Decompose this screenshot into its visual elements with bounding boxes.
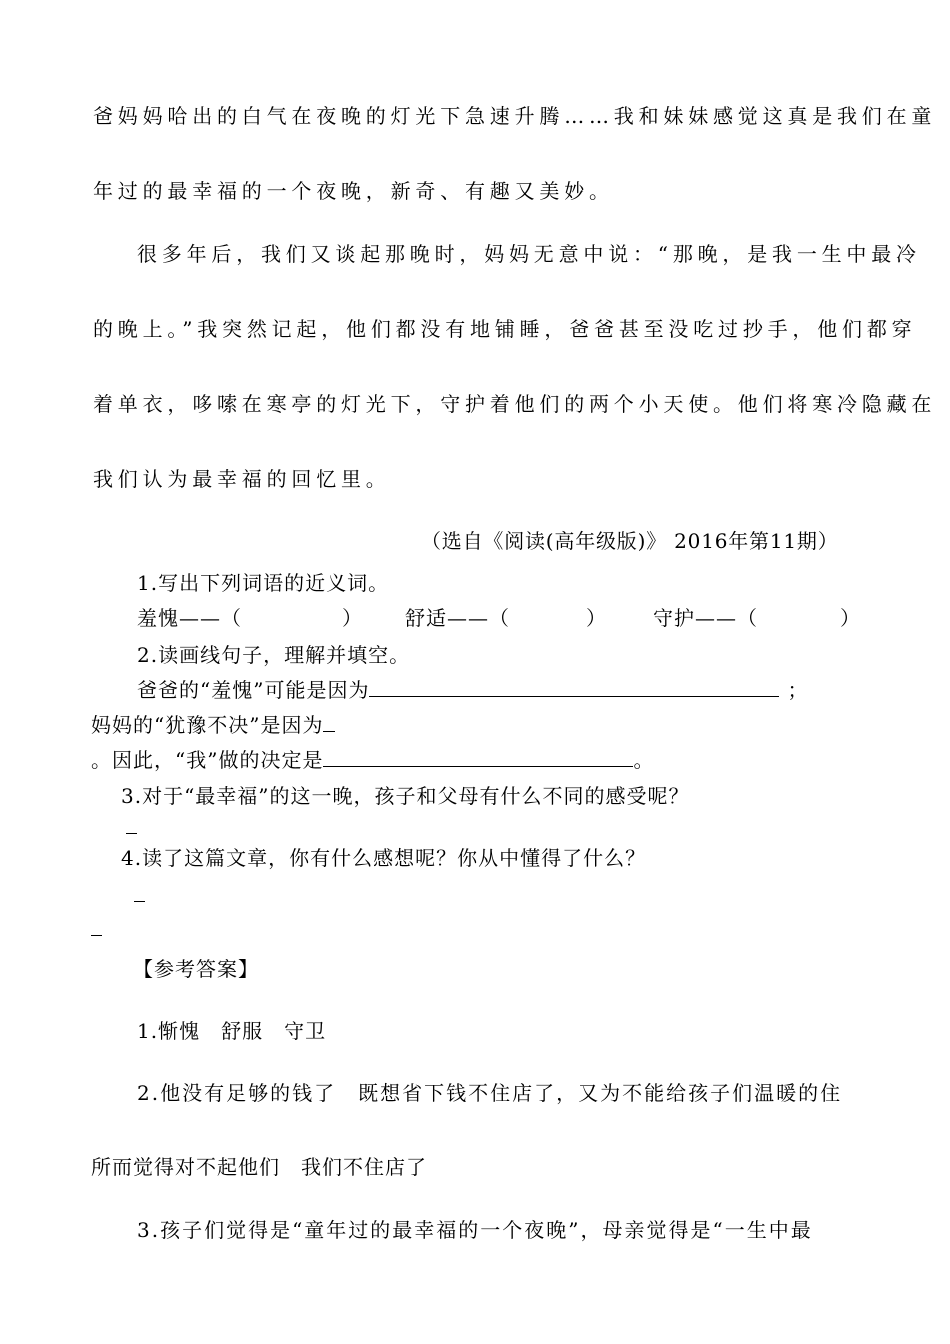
question-4-title: 4.读了这篇文章，你有什么感想呢？你从中懂得了什么？: [121, 846, 647, 870]
q2-blank-c[interactable]: [323, 748, 633, 767]
question-1-words: [137, 606, 861, 630]
q2-blank-a[interactable]: [369, 678, 779, 697]
q1-word-comfortable: 舒适——（: [405, 606, 510, 630]
passage-line-5: 着单衣，哆嗦在寒亭的灯光下，守护着他们的两个小天使。他们将寒冷隐藏在: [93, 392, 937, 416]
passage-line-6: 我们认为最幸福的回忆里。: [93, 467, 391, 491]
answer-2-line-1: 2.他没有足够的钱了 既想省下钱不住店了，又为不能给孩子们温暖的住: [137, 1081, 843, 1105]
q4-answer-blank-2[interactable]: [91, 917, 102, 936]
question-1-title: 1.写出下列词语的近义词。: [137, 571, 390, 595]
passage-line-3: 很多年后，我们又谈起那晚时，妈妈无意中说：“那晚，是我一生中最冷: [137, 242, 921, 266]
answer-1: 1.惭愧 舒服 守卫: [137, 1019, 327, 1043]
q1-close-3: ）: [840, 606, 861, 630]
q2-prompt-b: 妈妈的“犹豫不决”是因为: [91, 713, 324, 737]
passage-line-1: 爸妈妈哈出的白气在夜晚的灯光下急速升腾……我和妹妹感觉这真是我们在童: [93, 104, 937, 128]
q4-answer-blank-1[interactable]: [134, 883, 145, 902]
q1-close-2: ）: [586, 606, 607, 630]
passage-source: （选自《阅读(高年级版)》 2016年第11期）: [421, 529, 839, 553]
q2-semicolon: ；: [787, 678, 809, 702]
q2-blank-b[interactable]: [323, 713, 335, 732]
q2-period: 。: [633, 748, 655, 772]
question-2-title: 2.读画线句子，理解并填空。: [137, 643, 411, 667]
question-3-title: 3.对于“最幸福”的这一晚，孩子和父母有什么不同的感受呢？: [121, 784, 690, 808]
question-2-line-b: [91, 713, 335, 737]
q1-word-guard: 守护——（: [653, 606, 758, 630]
answers-heading: 【参考答案】: [133, 957, 259, 981]
q3-answer-blank[interactable]: [126, 815, 137, 834]
q1-word-shamed: 羞愧——（: [137, 606, 242, 630]
answer-3-line-1: 3.孩子们觉得是“童年过的最幸福的一个夜晚”，母亲觉得是“一生中最: [137, 1218, 813, 1242]
q1-close-1: ）: [342, 606, 363, 630]
passage-line-4: 的晚上。”我突然记起，他们都没有地铺睡，爸爸甚至没吃过抄手，他们都穿: [93, 317, 917, 341]
question-2-line-a: [137, 678, 808, 702]
q2-prompt-c: 。因此，“我”做的决定是: [91, 748, 324, 772]
q2-prompt-a: 爸爸的“羞愧”可能是因为: [137, 678, 370, 702]
question-2-line-c: [91, 748, 654, 772]
passage-line-2: 年过的最幸福的一个夜晚，新奇、有趣又美妙。: [93, 179, 614, 203]
answer-2-line-2: 所而觉得对不起他们 我们不住店了: [91, 1155, 427, 1179]
